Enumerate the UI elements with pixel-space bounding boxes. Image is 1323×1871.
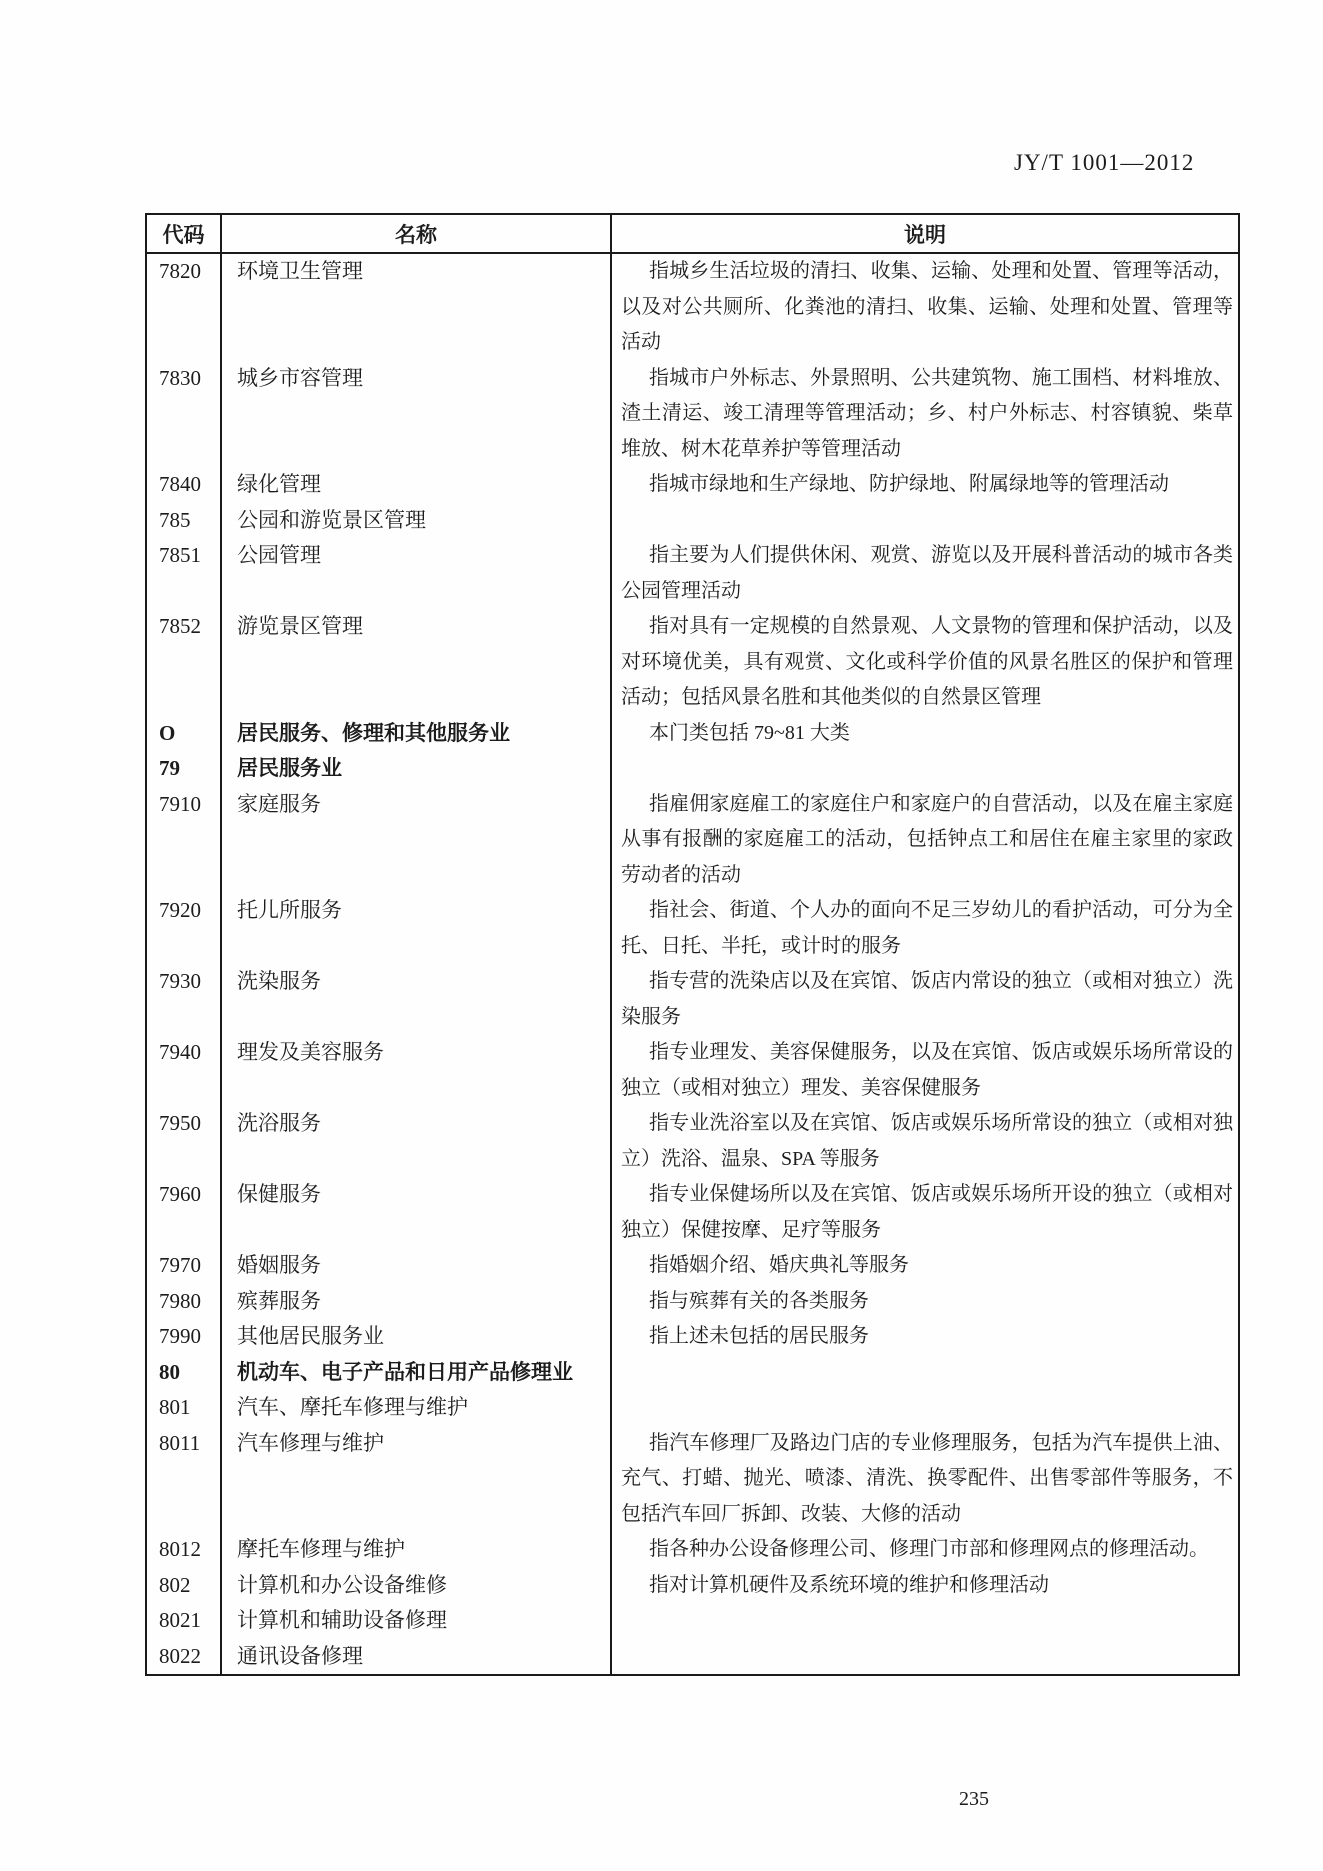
description-text: 指社会、街道、个人办的面向不足三岁幼儿的看护活动，可分为全托、日托、半托，或计时的服务 bbox=[621, 899, 1233, 957]
description-cell bbox=[611, 253, 1239, 361]
description-cell bbox=[611, 751, 1239, 787]
name-cell: 摩托车修理与维护 bbox=[221, 1532, 611, 1568]
code-cell: 7930 bbox=[159, 969, 201, 993]
code-cell: 7940 bbox=[159, 1040, 201, 1064]
description-text: 指婚姻介绍、婚庆典礼等服务 bbox=[649, 1254, 909, 1276]
standard-number: JY/T 1001—2012 bbox=[1014, 150, 1195, 175]
code-cell: 7920 bbox=[159, 898, 201, 922]
table-row bbox=[146, 1035, 1239, 1106]
name-cell: 计算机和办公设备维修 bbox=[221, 1568, 611, 1604]
code-cell: 7960 bbox=[159, 1182, 201, 1206]
name-cell: 城乡市容管理 bbox=[221, 361, 611, 468]
name-cell: 托儿所服务 bbox=[221, 893, 611, 964]
code-cell: 80 bbox=[159, 1359, 180, 1384]
table-row bbox=[146, 787, 1239, 894]
code-cell: 79 bbox=[159, 756, 180, 780]
code-cell: 7980 bbox=[159, 1288, 201, 1313]
description-cell bbox=[611, 1426, 1239, 1533]
name-cell: 居民服务业 bbox=[221, 751, 611, 787]
description-cell bbox=[611, 1355, 1239, 1391]
table-row bbox=[146, 893, 1239, 964]
name-cell: 保健服务 bbox=[221, 1177, 611, 1248]
column-header-name: 名称 bbox=[221, 214, 611, 253]
code-cell: 8011 bbox=[159, 1430, 201, 1455]
name-cell: 居民服务、修理和其他服务业 bbox=[221, 716, 611, 752]
classification-table bbox=[145, 213, 1240, 1676]
table-row bbox=[146, 1568, 1239, 1604]
description-cell bbox=[611, 538, 1239, 609]
name-cell: 公园和游览景区管理 bbox=[221, 503, 611, 539]
table-row bbox=[146, 361, 1239, 468]
name-cell: 计算机和辅助设备修理 bbox=[221, 1603, 611, 1639]
table-row bbox=[146, 1177, 1239, 1248]
code-cell: 7910 bbox=[159, 791, 201, 816]
description-text: 指对计算机硬件及系统环境的维护和修理活动 bbox=[649, 1573, 1049, 1596]
name-cell: 家庭服务 bbox=[221, 787, 611, 894]
table-body bbox=[146, 253, 1239, 1675]
code-cell: 7830 bbox=[159, 365, 201, 390]
code-cell: 7820 bbox=[159, 259, 201, 283]
table-row bbox=[146, 964, 1239, 1035]
code-cell: 785 bbox=[159, 507, 191, 532]
description-cell bbox=[611, 609, 1239, 716]
description-text: 指城市绿地和生产绿地、防护绿地、附属绿地等的管理活动 bbox=[649, 473, 1169, 495]
description-cell bbox=[611, 1177, 1239, 1248]
table-row bbox=[146, 1426, 1239, 1533]
name-cell: 洗浴服务 bbox=[221, 1106, 611, 1177]
description-text: 指专营的洗染店以及在宾馆、饭店内常设的独立（或相对独立）洗染服务 bbox=[621, 970, 1233, 1028]
table-row bbox=[146, 253, 1239, 361]
name-cell: 环境卫生管理 bbox=[221, 253, 611, 361]
description-cell bbox=[611, 1603, 1239, 1639]
description-cell bbox=[611, 1106, 1239, 1177]
code-cell: 7990 bbox=[159, 1324, 201, 1348]
name-cell: 机动车、电子产品和日用产品修理业 bbox=[221, 1355, 611, 1391]
page-number: 235 bbox=[959, 1788, 989, 1810]
column-header-description: 说明 bbox=[611, 214, 1239, 253]
name-cell: 汽车修理与维护 bbox=[221, 1426, 611, 1533]
description-cell bbox=[611, 964, 1239, 1035]
code-cell: 7970 bbox=[159, 1253, 201, 1277]
table-row bbox=[146, 751, 1239, 787]
table-row bbox=[146, 538, 1239, 609]
description-text: 本门类包括 79~81 大类 bbox=[649, 721, 850, 744]
table-row bbox=[146, 1639, 1239, 1676]
code-cell: 7950 bbox=[159, 1111, 201, 1135]
description-text: 指各种办公设备修理公司、修理门市部和修理网点的修理活动。 bbox=[649, 1538, 1209, 1560]
description-text: 指城市户外标志、外景照明、公共建筑物、施工围档、材料堆放、渣土清运、竣工清理等管理活动；乡、村户外标志、村容镇貌、柴草堆放、树木花草养护等管理活动 bbox=[621, 366, 1233, 460]
table-row bbox=[146, 1603, 1239, 1639]
name-cell: 婚姻服务 bbox=[221, 1248, 611, 1284]
column-header-code: 代码 bbox=[146, 214, 221, 253]
description-cell bbox=[611, 361, 1239, 468]
code-cell: 7852 bbox=[159, 614, 201, 638]
description-cell bbox=[611, 1568, 1239, 1604]
code-cell: 7851 bbox=[159, 543, 201, 567]
name-cell: 汽车、摩托车修理与维护 bbox=[221, 1390, 611, 1426]
description-cell bbox=[611, 467, 1239, 503]
table-row bbox=[146, 1106, 1239, 1177]
name-cell: 公园管理 bbox=[221, 538, 611, 609]
code-cell: 7840 bbox=[159, 472, 201, 496]
description-cell bbox=[611, 1319, 1239, 1355]
table-row bbox=[146, 1248, 1239, 1284]
table-row bbox=[146, 1319, 1239, 1355]
code-cell: 8021 bbox=[159, 1608, 201, 1632]
description-text: 指对具有一定规模的自然景观、人文景物的管理和保护活动，以及对环境优美，具有观赏、文化或科学价值的风景名胜区的保护和管理活动；包括风景名胜和其他类似的自然景区管理 bbox=[621, 615, 1233, 708]
description-text: 指主要为人们提供休闲、观赏、游览以及开展科普活动的城市各类公园管理活动 bbox=[621, 544, 1233, 602]
description-cell bbox=[611, 716, 1239, 752]
code-cell: O bbox=[159, 720, 176, 745]
description-text: 指汽车修理厂及路边门店的专业修理服务，包括为汽车提供上油、充气、打蜡、抛光、喷漆、清洗、换零配件、出售零部件等服务，不包括汽车回厂拆卸、改装、大修的活动 bbox=[621, 1431, 1233, 1525]
description-text: 指雇佣家庭雇工的家庭住户和家庭户的自营活动，以及在雇主家庭从事有报酬的家庭雇工的活动，包括钟点工和居住在雇主家里的家政劳动者的活动 bbox=[621, 792, 1233, 886]
table-row bbox=[146, 1532, 1239, 1568]
table-row bbox=[146, 716, 1239, 752]
description-cell bbox=[611, 503, 1239, 539]
table-row bbox=[146, 503, 1239, 539]
description-text: 指城乡生活垃圾的清扫、收集、运输、处理和处置、管理等活动，以及对公共厕所、化粪池的清扫、收集、运输、处理和处置、管理等活动 bbox=[621, 260, 1233, 353]
table-row bbox=[146, 1284, 1239, 1320]
description-cell bbox=[611, 893, 1239, 964]
description-cell bbox=[611, 787, 1239, 894]
table-row bbox=[146, 1390, 1239, 1426]
description-cell bbox=[611, 1248, 1239, 1284]
description-text: 指专业理发、美容保健服务，以及在宾馆、饭店或娱乐场所常设的独立（或相对独立）理发、美容保健服务 bbox=[621, 1041, 1233, 1099]
description-text: 指专业洗浴室以及在宾馆、饭店或娱乐场所常设的独立（或相对独立）洗浴、温泉、SPA 等服务 bbox=[621, 1112, 1233, 1170]
description-cell bbox=[611, 1035, 1239, 1106]
description-cell bbox=[611, 1390, 1239, 1426]
name-cell: 殡葬服务 bbox=[221, 1284, 611, 1320]
name-cell: 通讯设备修理 bbox=[221, 1639, 611, 1676]
table-row bbox=[146, 467, 1239, 503]
table-header bbox=[146, 214, 1239, 253]
name-cell: 游览景区管理 bbox=[221, 609, 611, 716]
description-text: 指专业保健场所以及在宾馆、饭店或娱乐场所开设的独立（或相对独立）保健按摩、足疗等服务 bbox=[621, 1183, 1233, 1241]
code-cell: 8022 bbox=[159, 1643, 201, 1668]
code-cell: 8012 bbox=[159, 1537, 201, 1561]
description-text: 指与殡葬有关的各类服务 bbox=[649, 1289, 869, 1312]
name-cell: 其他居民服务业 bbox=[221, 1319, 611, 1355]
description-cell bbox=[611, 1532, 1239, 1568]
name-cell: 绿化管理 bbox=[221, 467, 611, 503]
table-row bbox=[146, 1355, 1239, 1391]
code-cell: 801 bbox=[159, 1395, 191, 1419]
name-cell: 理发及美容服务 bbox=[221, 1035, 611, 1106]
header-row bbox=[146, 214, 1239, 253]
table-row bbox=[146, 609, 1239, 716]
description-cell bbox=[611, 1639, 1239, 1676]
code-cell: 802 bbox=[159, 1572, 191, 1597]
description-cell bbox=[611, 1284, 1239, 1320]
name-cell: 洗染服务 bbox=[221, 964, 611, 1035]
description-text: 指上述未包括的居民服务 bbox=[649, 1325, 869, 1347]
